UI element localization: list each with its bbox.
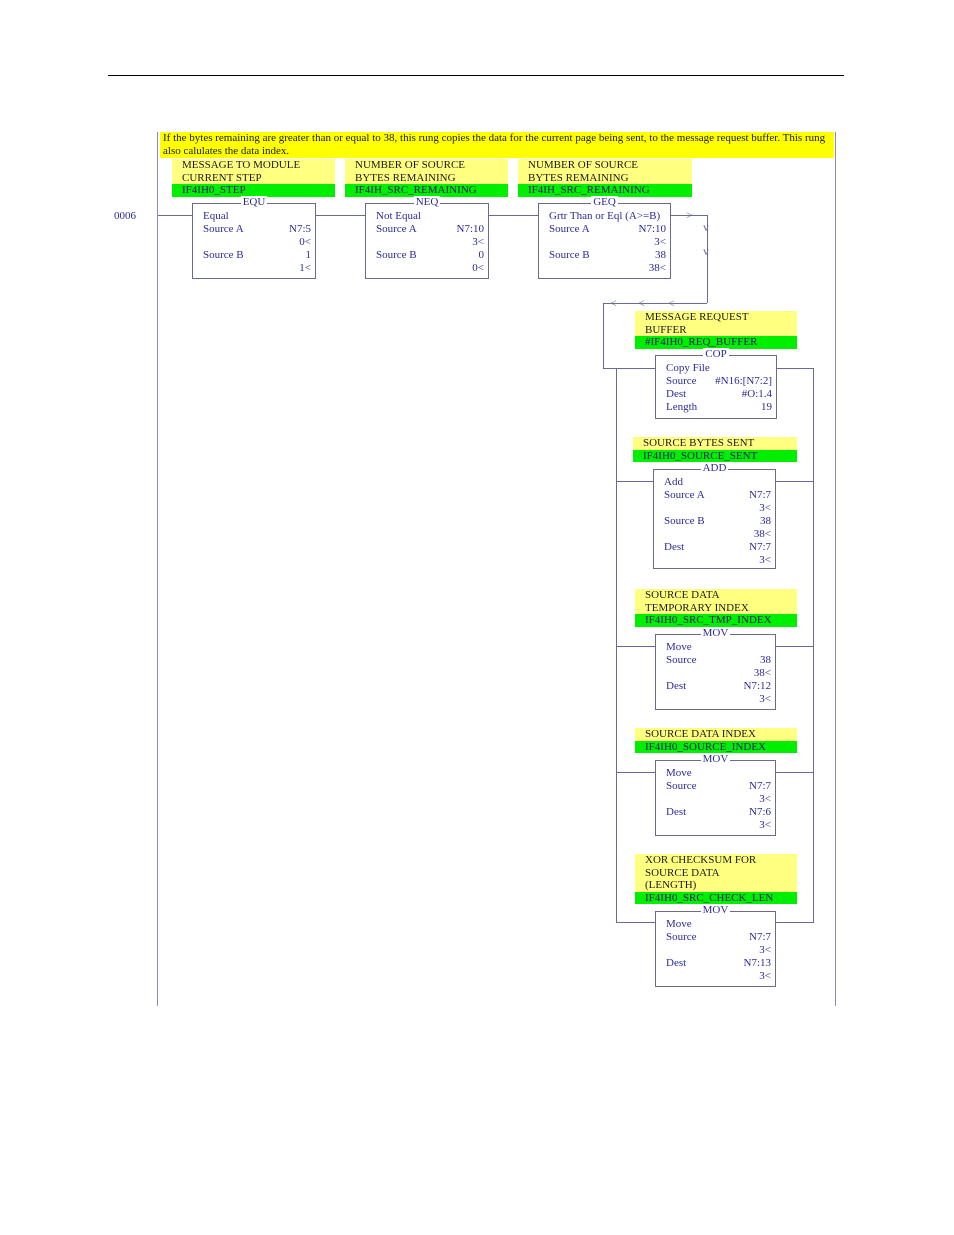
tag-symbol: IF4IH0_SOURCE_INDEX — [635, 741, 797, 754]
branch-wire-mov3 — [616, 922, 655, 923]
cop-instruction[interactable] — [655, 348, 777, 419]
instruction-mnemonic: MOV — [702, 753, 729, 765]
rung-number: 0006 — [114, 210, 136, 222]
tag-box-equ — [172, 159, 335, 197]
instruction-mnemonic: GEQ — [593, 196, 616, 208]
tag-description: XOR CHECKSUM FOR — [635, 854, 797, 867]
instruction-mnemonic: EQU — [242, 196, 266, 208]
branch-wire-add-r — [776, 481, 813, 482]
instruction-mnemonic: MOV — [702, 627, 729, 639]
geq-instruction[interactable] — [538, 196, 671, 279]
param-value: 3< — [759, 502, 771, 514]
param-label: Length — [666, 401, 698, 413]
param-value: N7:12 — [743, 680, 771, 692]
param-value: N7:6 — [749, 806, 771, 818]
param-label: Source B — [376, 249, 417, 261]
param-label: Source B — [664, 515, 705, 527]
param-value: #O:1.4 — [741, 388, 772, 400]
tag-description: SOURCE DATA — [635, 589, 797, 602]
param-value: 38< — [753, 667, 771, 679]
param-value: N7:7 — [749, 931, 771, 943]
param-value: 0< — [472, 262, 484, 274]
flow-arrow-icon: > — [686, 208, 693, 222]
tag-box-mov-check — [635, 854, 797, 904]
tag-box-add — [633, 437, 797, 462]
right-power-rail — [835, 132, 836, 1006]
param-value: 1< — [299, 262, 311, 274]
instruction-title: Equal — [203, 210, 229, 222]
branch-out-right — [776, 368, 813, 369]
tag-description: SOURCE DATA — [635, 867, 797, 880]
param-label: Source A — [203, 223, 244, 235]
param-value: 38< — [753, 528, 771, 540]
return-wire-bottom — [603, 368, 655, 369]
param-label: Source A — [376, 223, 417, 235]
instruction-title: Move — [666, 641, 692, 653]
param-value: 3< — [654, 236, 666, 248]
param-value: N7:10 — [638, 223, 666, 235]
flow-arrow-icon: < — [668, 296, 675, 310]
param-value: 0 — [478, 249, 484, 261]
param-label: Source A — [664, 489, 705, 501]
instruction-title: Not Equal — [376, 210, 421, 222]
param-value: 3< — [759, 819, 771, 831]
tag-description: MESSAGE TO MODULE — [172, 159, 335, 172]
param-label: Dest — [666, 388, 687, 400]
branch-wire-mov2-r — [776, 772, 813, 773]
branch-wire-mov3-r — [776, 922, 813, 923]
tag-box-mov-index — [635, 728, 797, 753]
param-value: N7:13 — [743, 957, 771, 969]
branch-wire-mov1 — [616, 646, 655, 647]
tag-box-neq — [345, 159, 508, 197]
left-power-rail — [157, 132, 158, 1006]
param-value: N7:7 — [749, 489, 771, 501]
param-value: 3< — [759, 944, 771, 956]
tag-description: NUMBER OF SOURCE — [345, 159, 508, 172]
instruction-mnemonic: MOV — [702, 904, 729, 916]
param-value: N7:7 — [749, 541, 771, 553]
return-wire-top — [603, 303, 707, 304]
rung-wire-2 — [315, 215, 366, 216]
instruction-title: Copy File — [666, 362, 710, 374]
param-value: N7:7 — [749, 780, 771, 792]
branch-wire-mov2 — [616, 772, 655, 773]
flow-arrow-icon: < — [638, 296, 645, 310]
param-value: 3< — [759, 693, 771, 705]
tag-symbol: #IF4IH0_REQ_BUFFER — [635, 336, 797, 349]
tag-description: TEMPORARY INDEX — [635, 602, 797, 615]
instruction-title: Move — [666, 918, 692, 930]
param-value: 38< — [648, 262, 666, 274]
branch-wire-add — [616, 481, 653, 482]
param-label: Source B — [203, 249, 244, 261]
tag-description: NUMBER OF SOURCE — [518, 159, 692, 172]
branch-wire-mov1-r — [776, 646, 813, 647]
flow-arrow-icon: < — [610, 296, 617, 310]
param-label: Source — [666, 654, 697, 666]
instruction-mnemonic: ADD — [702, 462, 727, 474]
tag-symbol: IF4IH0_SOURCE_SENT — [633, 450, 797, 463]
param-value: 19 — [761, 401, 772, 413]
param-value: 3< — [759, 554, 771, 566]
param-value: #N16:[N7:2] — [715, 375, 772, 387]
param-value: 38 — [760, 654, 771, 666]
param-value: N7:10 — [456, 223, 484, 235]
param-label: Dest — [666, 806, 687, 818]
param-label: Dest — [664, 541, 685, 553]
instruction-mnemonic: COP — [705, 348, 727, 360]
param-value: N7:5 — [289, 223, 311, 235]
param-value: 3< — [759, 793, 771, 805]
add-instruction[interactable] — [653, 462, 776, 569]
param-value: 3< — [472, 236, 484, 248]
tag-description: MESSAGE REQUEST — [635, 311, 797, 324]
tag-box-geq — [518, 159, 692, 197]
tag-box-mov-tmp — [635, 589, 797, 627]
instruction-title: Add — [664, 476, 683, 488]
equ-instruction[interactable] — [192, 196, 316, 279]
branch-right-vertical — [813, 368, 814, 923]
param-label: Source — [666, 780, 697, 792]
page-header-rule — [108, 75, 844, 76]
tag-symbol: IF4IH_SRC_REMAINING — [518, 184, 692, 197]
flow-arrow-icon: v — [703, 220, 709, 234]
tag-symbol: IF4IH0_SRC_CHECK_LEN — [635, 892, 797, 905]
param-value: 0< — [299, 236, 311, 248]
instruction-title: Move — [666, 767, 692, 779]
tag-box-cop — [635, 311, 797, 349]
param-label: Source — [666, 375, 697, 387]
param-label: Dest — [666, 680, 687, 692]
tag-description: BUFFER — [635, 324, 797, 337]
param-value: 38 — [760, 515, 771, 527]
rung-wire-3 — [488, 215, 538, 216]
mov-instruction-check-len[interactable] — [655, 904, 776, 987]
mov-instruction-tmp-index[interactable] — [655, 627, 776, 710]
instruction-mnemonic: NEQ — [415, 196, 439, 208]
tag-symbol: IF4IH0_SRC_TMP_INDEX — [635, 614, 797, 627]
param-label: Dest — [666, 957, 687, 969]
tag-description: BYTES REMAINING — [345, 172, 508, 185]
tag-description: BYTES REMAINING — [518, 172, 692, 185]
tag-description: SOURCE DATA INDEX — [635, 728, 797, 741]
rung-wire-1 — [158, 215, 192, 216]
param-value: 38 — [655, 249, 666, 261]
tag-symbol: IF4IH_SRC_REMAINING — [345, 184, 508, 197]
tag-description: CURRENT STEP — [172, 172, 335, 185]
neq-instruction[interactable] — [365, 196, 489, 279]
param-label: Source B — [549, 249, 590, 261]
tag-description: (LENGTH) — [635, 879, 797, 892]
rung-comment: If the bytes remaining are greater than or equal to 38, this rung copies the data for the current page being sent, to the message request buffer. This rung also calulates the data index. — [160, 132, 834, 158]
flow-arrow-icon: v — [703, 244, 709, 258]
param-label: Source A — [549, 223, 590, 235]
instruction-title: Grtr Than or Eql (A>=B) — [549, 210, 661, 222]
mov-instruction-source-index[interactable] — [655, 753, 776, 836]
tag-symbol: IF4IH0_STEP — [172, 184, 335, 197]
return-wire-left — [603, 303, 604, 368]
tag-description: SOURCE BYTES SENT — [633, 437, 797, 450]
param-value: 3< — [759, 970, 771, 982]
param-label: Source — [666, 931, 697, 943]
param-value: 1 — [305, 249, 311, 261]
